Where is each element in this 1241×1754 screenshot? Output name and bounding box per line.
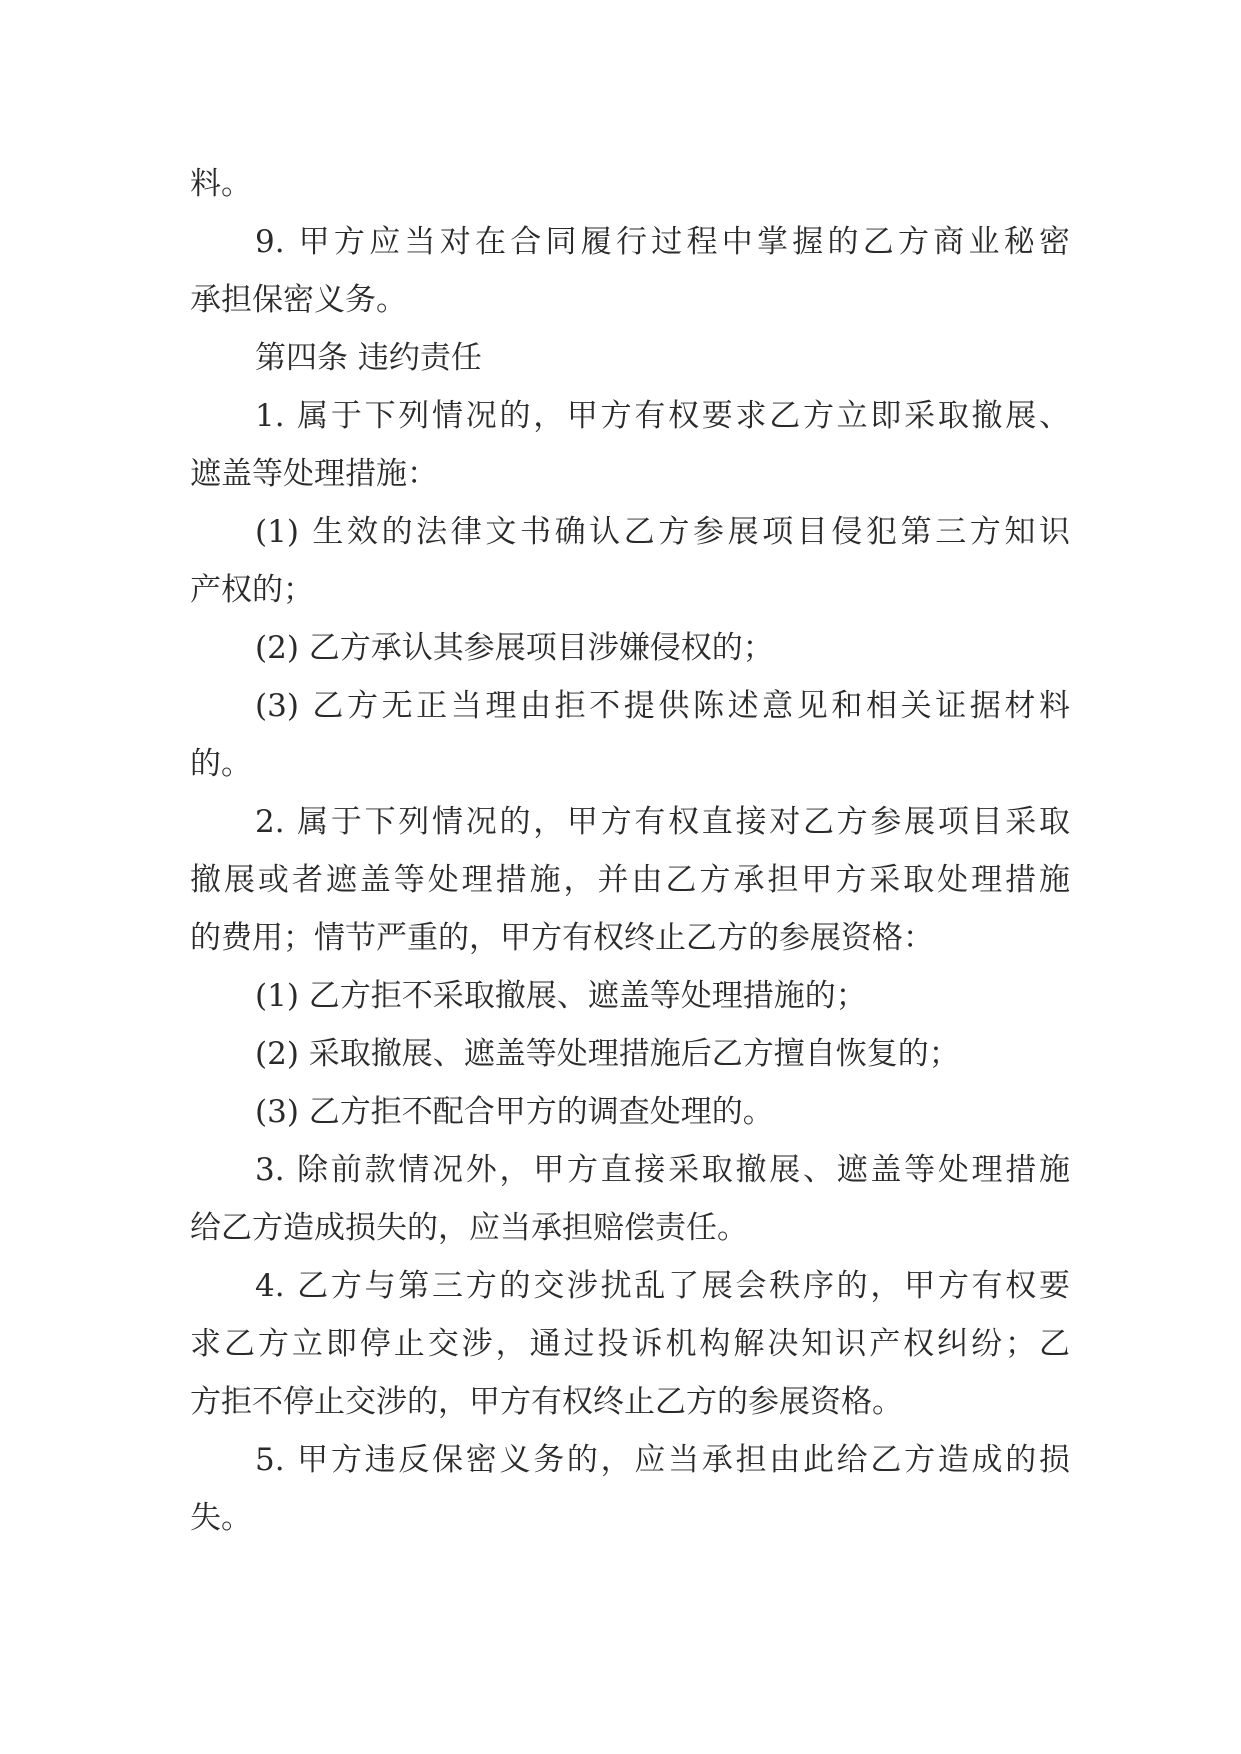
text-line-14: 的费用；情节严重的，甲方有权终止乙方的参展资格： xyxy=(190,920,934,956)
text-line-13: 撤展或者遮盖等处理措施，并由乙方承担甲方采取处理措施 xyxy=(190,862,1070,898)
text-line-12: 2. 属于下列情况的，甲方有权直接对乙方参展项目采取 xyxy=(255,804,1070,840)
text-line-8: 产权的； xyxy=(190,572,314,608)
text-line-7: (1) 生效的法律文书确认乙方参展项目侵犯第三方知识 xyxy=(255,514,1070,550)
text-line-1: 料。 xyxy=(190,166,252,202)
text-line-22: 方拒不停止交涉的，甲方有权终止乙方的参展资格。 xyxy=(190,1384,903,1420)
text-line-19: 给乙方造成损失的，应当承担赔偿责任。 xyxy=(190,1210,748,1246)
text-line-23: 5. 甲方违反保密义务的，应当承担由此给乙方造成的损 xyxy=(255,1442,1070,1478)
text-line-24: 失。 xyxy=(190,1500,252,1536)
article-4-heading: 第四条 违约责任 xyxy=(255,340,482,376)
text-line-6: 遮盖等处理措施： xyxy=(190,456,438,492)
text-line-2: 9. 甲方应当对在合同履行过程中掌握的乙方商业秘密 xyxy=(255,224,1070,260)
text-line-9: (2) 乙方承认其参展项目涉嫌侵权的； xyxy=(255,630,774,666)
text-line-17: (3) 乙方拒不配合甲方的调查处理的。 xyxy=(255,1094,774,1130)
text-line-18: 3. 除前款情况外，甲方直接采取撤展、遮盖等处理措施 xyxy=(255,1152,1070,1188)
text-line-15: (1) 乙方拒不采取撤展、遮盖等处理措施的； xyxy=(255,978,867,1014)
text-line-20: 4. 乙方与第三方的交涉扰乱了展会秩序的，甲方有权要 xyxy=(255,1268,1070,1304)
text-line-3: 承担保密义务。 xyxy=(190,282,407,318)
text-line-5: 1. 属于下列情况的，甲方有权要求乙方立即采取撤展、 xyxy=(255,398,1070,434)
text-line-11: 的。 xyxy=(190,746,252,782)
text-line-21: 求乙方立即停止交涉，通过投诉机构解决知识产权纠纷；乙 xyxy=(190,1326,1070,1362)
text-line-16: (2) 采取撤展、遮盖等处理措施后乙方擅自恢复的； xyxy=(255,1036,960,1072)
text-line-10: (3) 乙方无正当理由拒不提供陈述意见和相关证据材料 xyxy=(255,688,1070,724)
